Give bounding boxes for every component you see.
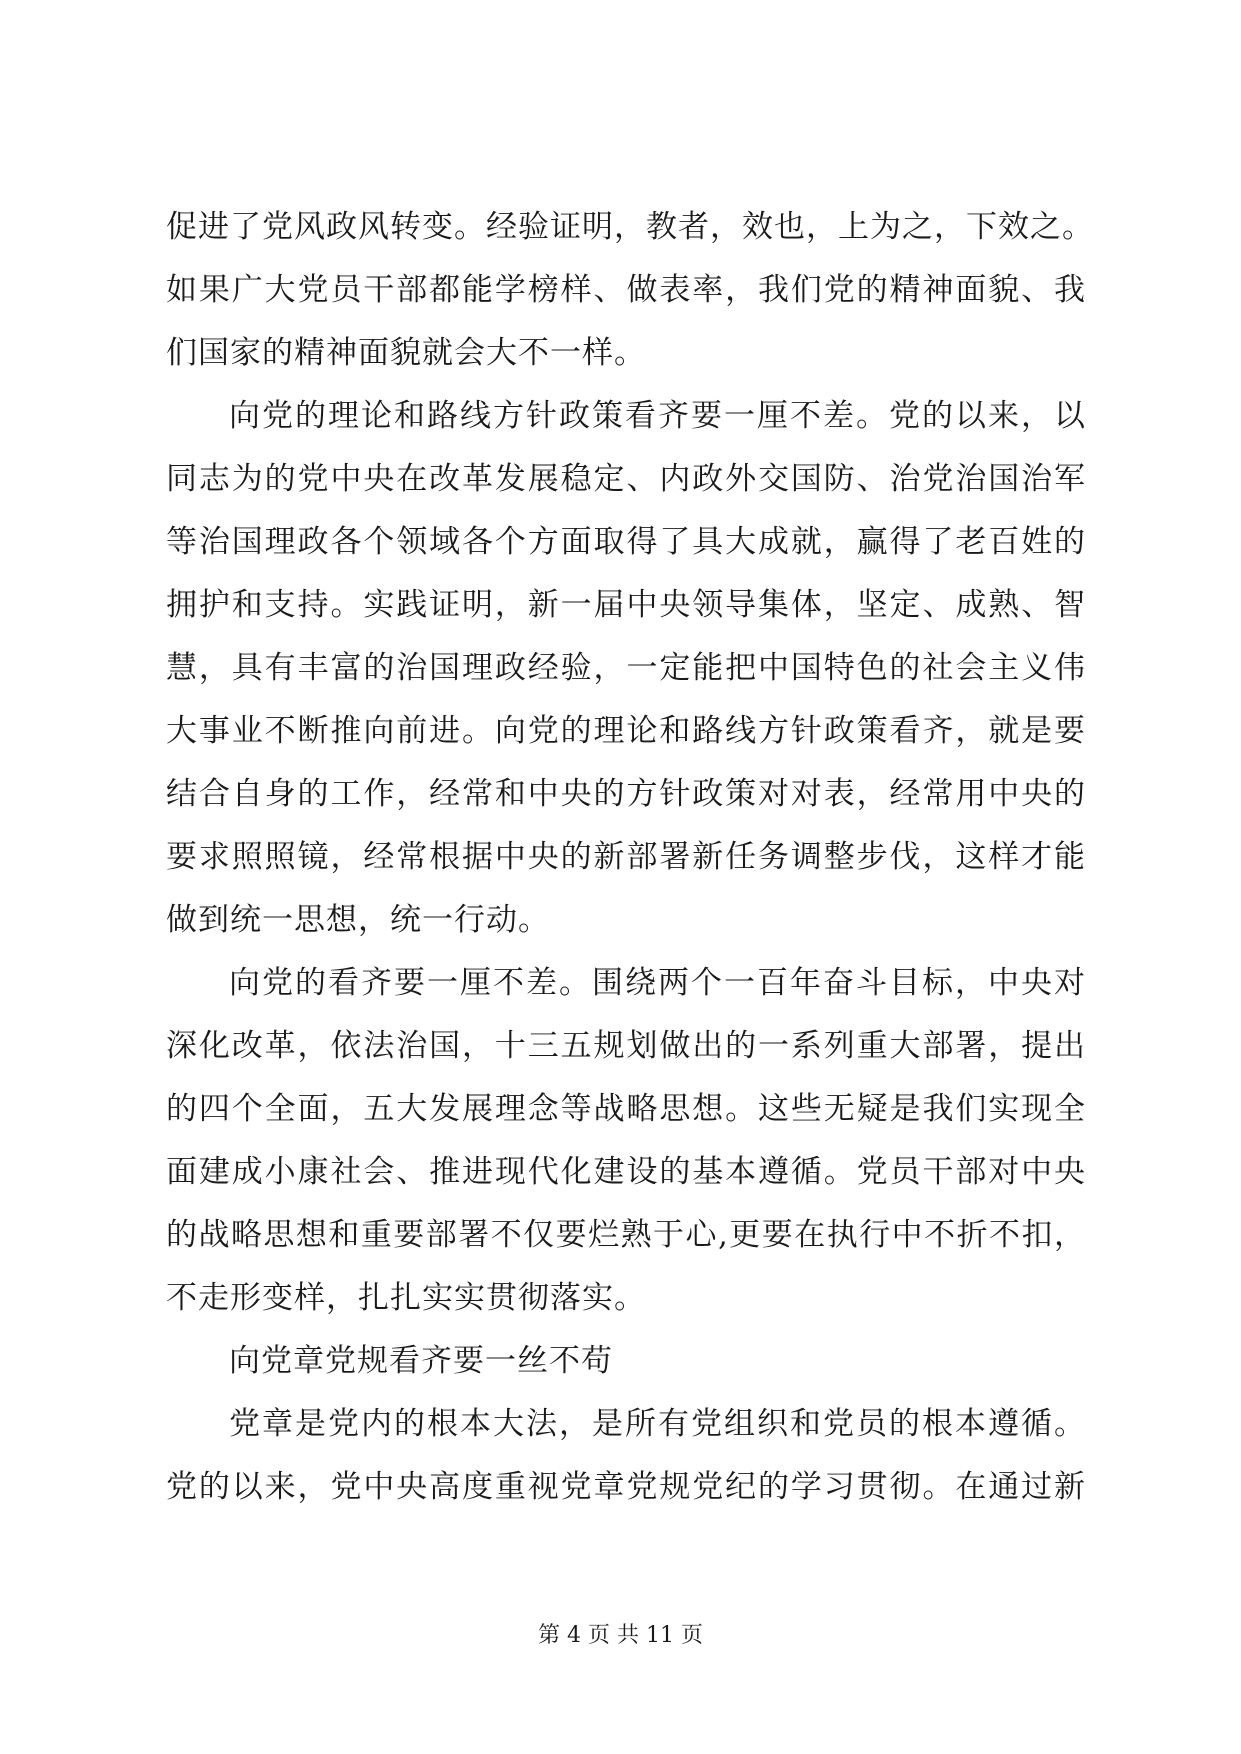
text-line: 促进了党风政风转变。经验证明，教者，效也，上为之，下效之。 bbox=[166, 209, 1094, 245]
text-line: 的四个全面，五大发展理念等战略思想。这些无疑是我们实现全 bbox=[166, 1091, 1086, 1127]
text-line: 向党章党规看齐要一丝不苟 bbox=[229, 1343, 613, 1379]
text-line: 面建成小康社会、推进现代化建设的基本遵循。党员干部对中央 bbox=[166, 1154, 1086, 1190]
text-line: 大事业不断推向前进。向党的理论和路线方针政策看齐，就是要 bbox=[166, 713, 1086, 749]
text-line: 结合自身的工作，经常和中央的方针政策对对表，经常用中央的 bbox=[166, 776, 1086, 812]
text-line: 的战略思想和重要部署不仅要烂熟于心,更要在执行中不折不扣， bbox=[166, 1217, 1086, 1253]
text-line: 向党的理论和路线方针政策看齐要一厘不差。党的以来，以 bbox=[229, 398, 1086, 434]
text-line: 如果广大党员干部都能学榜样、做表率，我们党的精神面貌、我 bbox=[166, 272, 1086, 308]
page-footer: 第 4 页 共 11 页 bbox=[538, 1623, 703, 1648]
text-line: 要求照照镜，经常根据中央的新部署新任务调整步伐，这样才能 bbox=[166, 839, 1086, 875]
text-line: 们国家的精神面貌就会大不一样。 bbox=[166, 335, 646, 371]
text-line: 同志为的党中央在改革发展稳定、内政外交国防、治党治国治军 bbox=[166, 461, 1086, 497]
text-line: 向党的看齐要一厘不差。围绕两个一百年奋斗目标，中央对 bbox=[229, 965, 1086, 1001]
text-line: 做到统一思想，统一行动。 bbox=[166, 902, 550, 938]
text-line: 党章是党内的根本大法，是所有党组织和党员的根本遵循。 bbox=[229, 1406, 1086, 1442]
text-line: 不走形变样，扎扎实实贯彻落实。 bbox=[166, 1280, 646, 1316]
text-line: 党的以来，党中央高度重视党章党规党纪的学习贯彻。在通过新 bbox=[166, 1469, 1086, 1505]
document-body bbox=[166, 196, 1094, 1519]
text-line: 拥护和支持。实践证明，新一届中央领导集体，坚定、成熟、智 bbox=[166, 587, 1086, 623]
text-line: 深化改革，依法治国，十三五规划做出的一系列重大部署，提出 bbox=[166, 1028, 1086, 1064]
text-line: 等治国理政各个领域各个方面取得了具大成就，赢得了老百姓的 bbox=[166, 524, 1086, 560]
text-line: 慧，具有丰富的治国理政经验，一定能把中国特色的社会主义伟 bbox=[166, 650, 1086, 686]
